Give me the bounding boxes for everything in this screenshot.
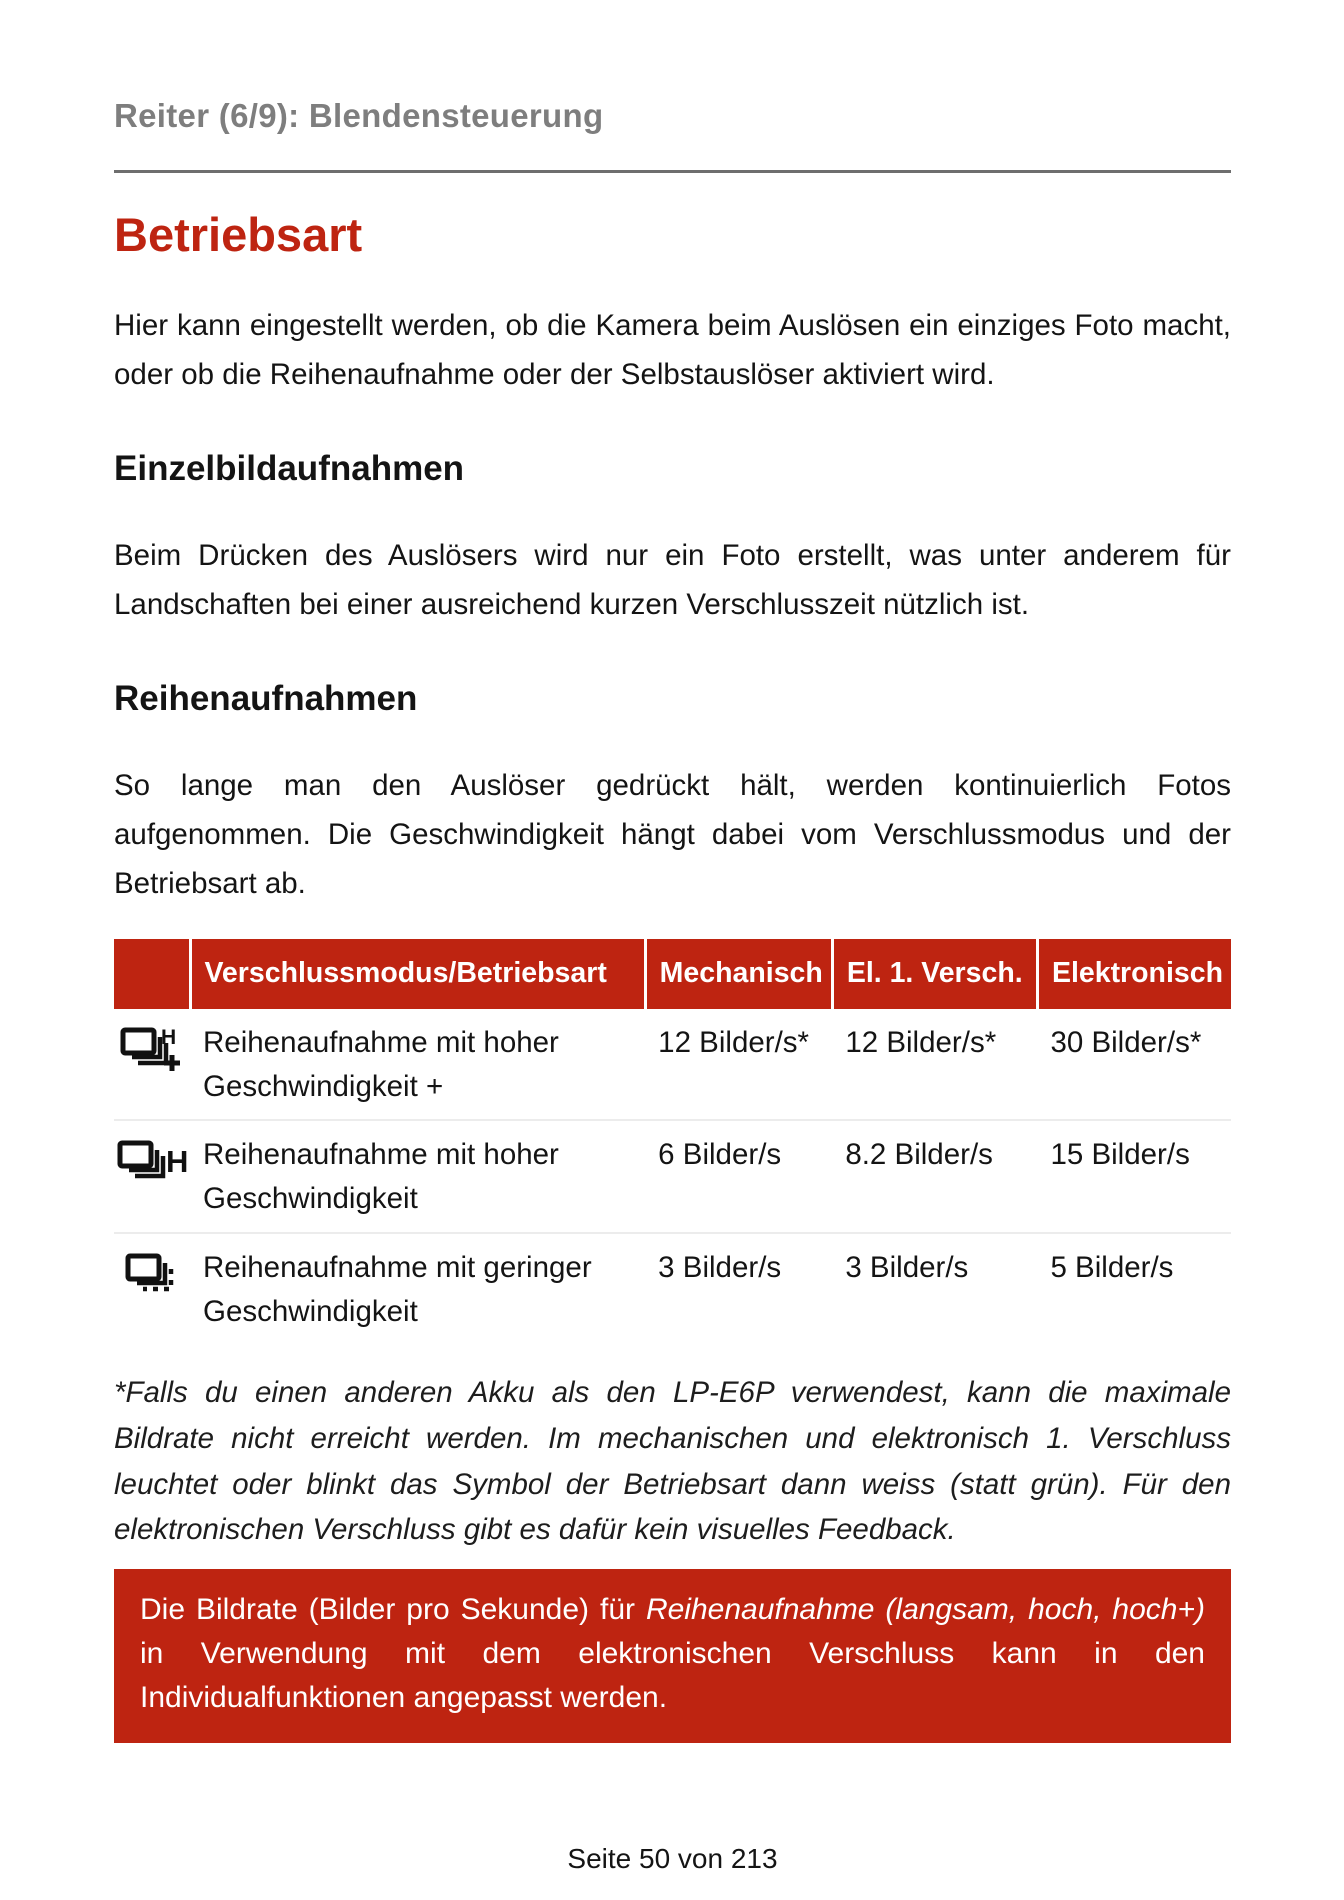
burst-speed-table [114,939,1231,1344]
battery-footnote: *Falls du einen anderen Akku als den LP-E6P verwendest, kann die maximale Bildrate nicht erreicht werden. Im mechanischen und elektronisch 1. Verschluss leuchtet oder blinkt das Symbol der Betriebsart dann weiss (statt grün). Für den elektronischen Verschluss gibt es dafür kein visuelles Feedback. [114,1376,1231,1547]
table-header-row [114,939,1231,1009]
row-value-mechanisch: 6 Bilder/s [645,1120,832,1233]
row-label: Reihenaufnahme mit geringer Geschwindigkeit [190,1233,645,1345]
table-header-elektronisch: Elektronisch [1037,939,1231,1009]
burst-low-icon [114,1233,190,1345]
callout-text-before: Die Bildrate (Bilder pro Sekunde) für [140,1593,646,1627]
row-value-el1versch: 3 Bilder/s [832,1233,1037,1345]
row-value-el1versch: 12 Bilder/s* [845,1025,997,1059]
row-label: Reihenaufnahme mit hoher Geschwindigkeit + [203,1025,559,1103]
burst-high-plus-icon [114,1009,190,1121]
table-row [114,1233,1231,1345]
section-paragraph-einzelbild: Beim Drücken des Auslösers wird nur ein Foto erstellt, was unter anderem für Landschaften bei einer ausreichend kurzen Verschlusszeit nützlich ist. [114,539,1231,622]
callout-text-after: in Verwendung mit dem elektronischen Verschluss kann in den Individualfunktionen angepasst werden. [140,1637,1205,1715]
section-paragraph-reihenaufnahmen: So lange man den Auslöser gedrückt hält, werden kontinuierlich Fotos aufgenommen. Die Geschwindigkeit hängt dabei vom Verschlussmodus und der Betriebsart ab. [114,769,1231,901]
table-row [114,1120,1231,1233]
section-heading-reihenaufnahmen: Reihenaufnahmen [114,679,418,719]
row-label: Reihenaufnahme mit hoher Geschwindigkeit [190,1120,645,1233]
burst-high-icon [114,1120,190,1233]
chapter-kicker: Reiter (6/9): Blendensteuerung [114,97,604,134]
row-value-elektronisch: 30 Bilder/s* [1050,1025,1202,1059]
section-heading-einzelbild: Einzelbildaufnahmen [114,449,465,489]
table-header-mode: Verschlussmodus/Betriebsart [190,939,645,1009]
table-header-icon-spacer [114,939,190,1009]
page-number: Seite 50 von 213 [567,1843,778,1875]
row-value-elektronisch: 15 Bilder/s [1037,1120,1231,1233]
row-value-elektronisch: 5 Bilder/s [1037,1233,1231,1345]
info-callout-box [114,1569,1231,1743]
table-row [114,1009,1231,1121]
intro-paragraph: Hier kann eingestellt werden, ob die Kamera beim Auslösen ein einziges Foto macht, oder ob die Reihenaufnahme oder der Selbstauslöser aktiviert wird. [114,309,1231,392]
header-divider [114,170,1231,173]
page-title: Betriebsart [114,207,363,261]
callout-text-italic: Reihenaufnahme (langsam, hoch, hoch+) [645,1593,1205,1627]
row-value-el1versch: 8.2 Bilder/s [832,1120,1037,1233]
svg-text:H: H [161,1025,177,1049]
row-value-mechanisch: 3 Bilder/s [645,1233,832,1345]
svg-text:H: H [166,1144,188,1180]
table-header-mechanisch: Mechanisch [645,939,832,1009]
table-header-el1versch: El. 1. Versch. [832,939,1037,1009]
row-value-mechanisch: 12 Bilder/s* [658,1025,810,1059]
